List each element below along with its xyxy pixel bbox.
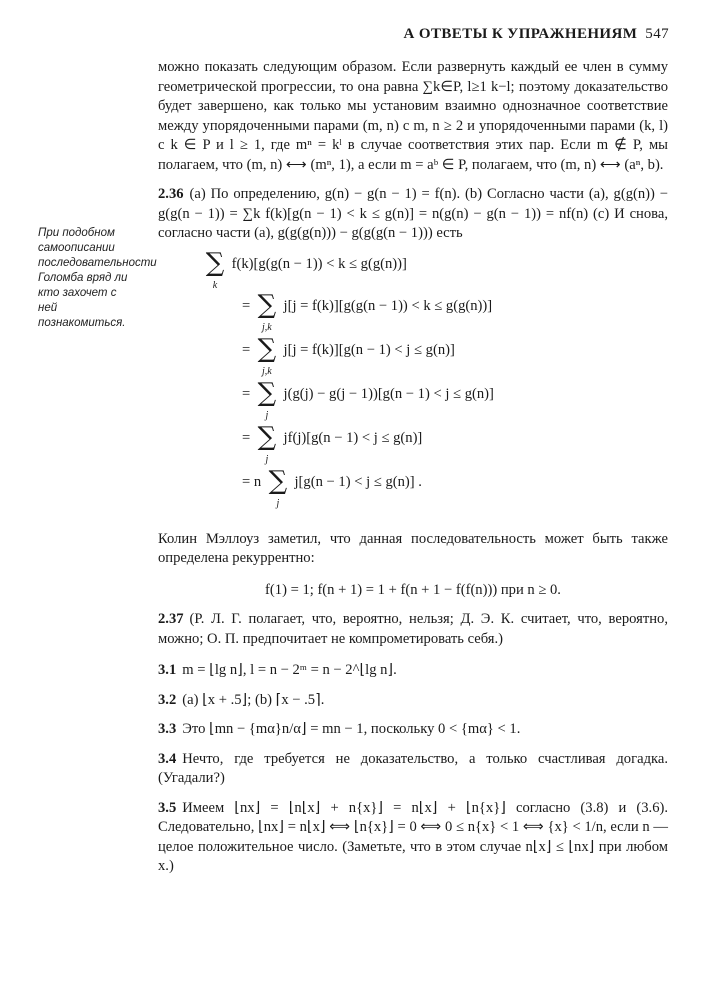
running-head [404, 26, 669, 43]
derivation-line-5: = ∑ j jf(j)[g(n − 1) < j ≤ g(n)] [242, 421, 423, 465]
exercise-3-3 [158, 720, 668, 740]
exercise-number: 3.5 [158, 799, 177, 816]
exercise-3-2 [158, 691, 668, 711]
exercise-number: 3.3 [158, 721, 177, 737]
exercise-text: Нечто, где требуется не доказательство, а только счастливая догадка. (Угадали?) [158, 750, 668, 786]
exercise-2-37 [158, 610, 668, 649]
exercise-3-1 [158, 661, 668, 681]
exercise-3-4 [158, 750, 668, 789]
exercise-number: 2.37 [158, 611, 184, 627]
exercise-text: Это ⌊mn − {mα}n/α⌋ = mn − 1, поскольку 0 < {mα} < 1. [182, 721, 521, 737]
derivation-line-4: = ∑ j j(g(j) − g(j − 1))[g(n − 1) < j ≤ g(n)] [242, 377, 494, 421]
exercise-text: m = ⌊lg n⌋, l = n − 2ᵐ = n − 2^⌊lg n⌋. [182, 662, 397, 678]
sum-icon: ∑ [205, 247, 225, 278]
derivation-line-1: ∑ k f(k)[g(g(n − 1)) < k ≤ g(g(n))] [205, 247, 407, 291]
derivation-line-6: = n ∑ j j[g(n − 1) < j ≤ g(n)] . [242, 465, 422, 509]
derivation-line-2: = ∑ j,k j[j = f(k)][g(g(n − 1)) < k ≤ g(g(n))] [242, 289, 493, 333]
margin-note: При подобном самоописании последовательности Голомба вряд ли кто захочет с ней познакомиться. [38, 227, 157, 329]
sum-icon: ∑ [257, 289, 277, 320]
derivation-display [158, 247, 668, 512]
exercise-number: 3.2 [158, 691, 177, 708]
sum-icon: ∑ [268, 465, 288, 496]
exercise-number: 3.1 [158, 662, 177, 678]
exercise-number: 3.4 [158, 750, 177, 767]
chapter-title: А ОТВЕТЫ К УПРАЖНЕНИЯМ [403, 26, 638, 42]
intro-paragraph: можно показать следующим образом. Если развернуть каждый ее член в сумму геометрической прогрессии, то она равна ∑k∈P, l≥1 k−l; поэтому доказательство будет завершено, как только мы установим взаимно однозначное соответствие между упорядоченными парами (m, n) с m, n ≥ 2 и упорядоченными парами (k, l) с k ∈ P и l ≥ 1, где mⁿ = kˡ в случае соответствия этих пар. Если m ∉ P, мы полагаем, что (m, n) ⟷ (mⁿ, 1), а если m = aᵇ ∈ P, полагаем, что (m, n) ⟷ (aⁿ, b). [158, 59, 668, 173]
sum-icon: ∑ [257, 333, 277, 364]
recurrence-formula: f(1) = 1; f(n + 1) = 1 + f(n + 1 − f(f(n))) при n ≥ 0. [265, 581, 561, 598]
sum-icon: ∑ [257, 377, 277, 408]
exercise-number: 2.36 [158, 186, 184, 202]
exercise-text: (a) По определению, g(n) − g(n − 1) = f(n). (b) Согласно части (a), g(g(n)) − g(g(n − 1)) = ∑k f(k)[g(n − 1) < k ≤ g(n)] = n(g(n) − g(n − 1)) = nf(n) (c) И снова, согласно части (a), g(g(g(n))) − g(g(g(n − 1))) есть [158, 186, 668, 241]
exercise-text: (a) ⌊x + .5⌋; (b) ⌈x − .5⌉. [182, 691, 325, 708]
exercise-3-5 [158, 799, 668, 877]
exercise-text: (Р. Л. Г. полагает, что, вероятно, нельзя; Д. Э. К. считает, что, вероятно, можно; О. П. предпочитает не компрометировать себя.) [158, 611, 668, 647]
sum-icon: ∑ [257, 421, 277, 452]
exercise-2-36 [158, 185, 668, 244]
page-number: 547 [645, 26, 669, 42]
derivation-line-3: = ∑ j,k j[j = f(k)][g(n − 1) < j ≤ g(n)] [242, 333, 455, 377]
exercise-text: Имеем ⌊nx⌋ = ⌊n⌊x⌋ + n{x}⌋ = n⌊x⌋ + ⌊n{x}⌋ согласно (3.8) и (3.6). Следовательно, ⌊nx⌋ = n⌊x⌋ ⟺ ⌊n{x}⌋ = 0 ⟺ 0 ≤ n{x} < 1 ⟺ {x} < 1/n, если n — целое положительное число. (Заметьте, что в этом случае n⌊x⌋ ≤ ⌊nx⌋ при любом x.) [158, 799, 668, 874]
mallows-remark: Колин Мэллоуз заметил, что данная последовательность может быть также определена рекуррентно: [158, 530, 668, 566]
main-text [158, 58, 668, 877]
